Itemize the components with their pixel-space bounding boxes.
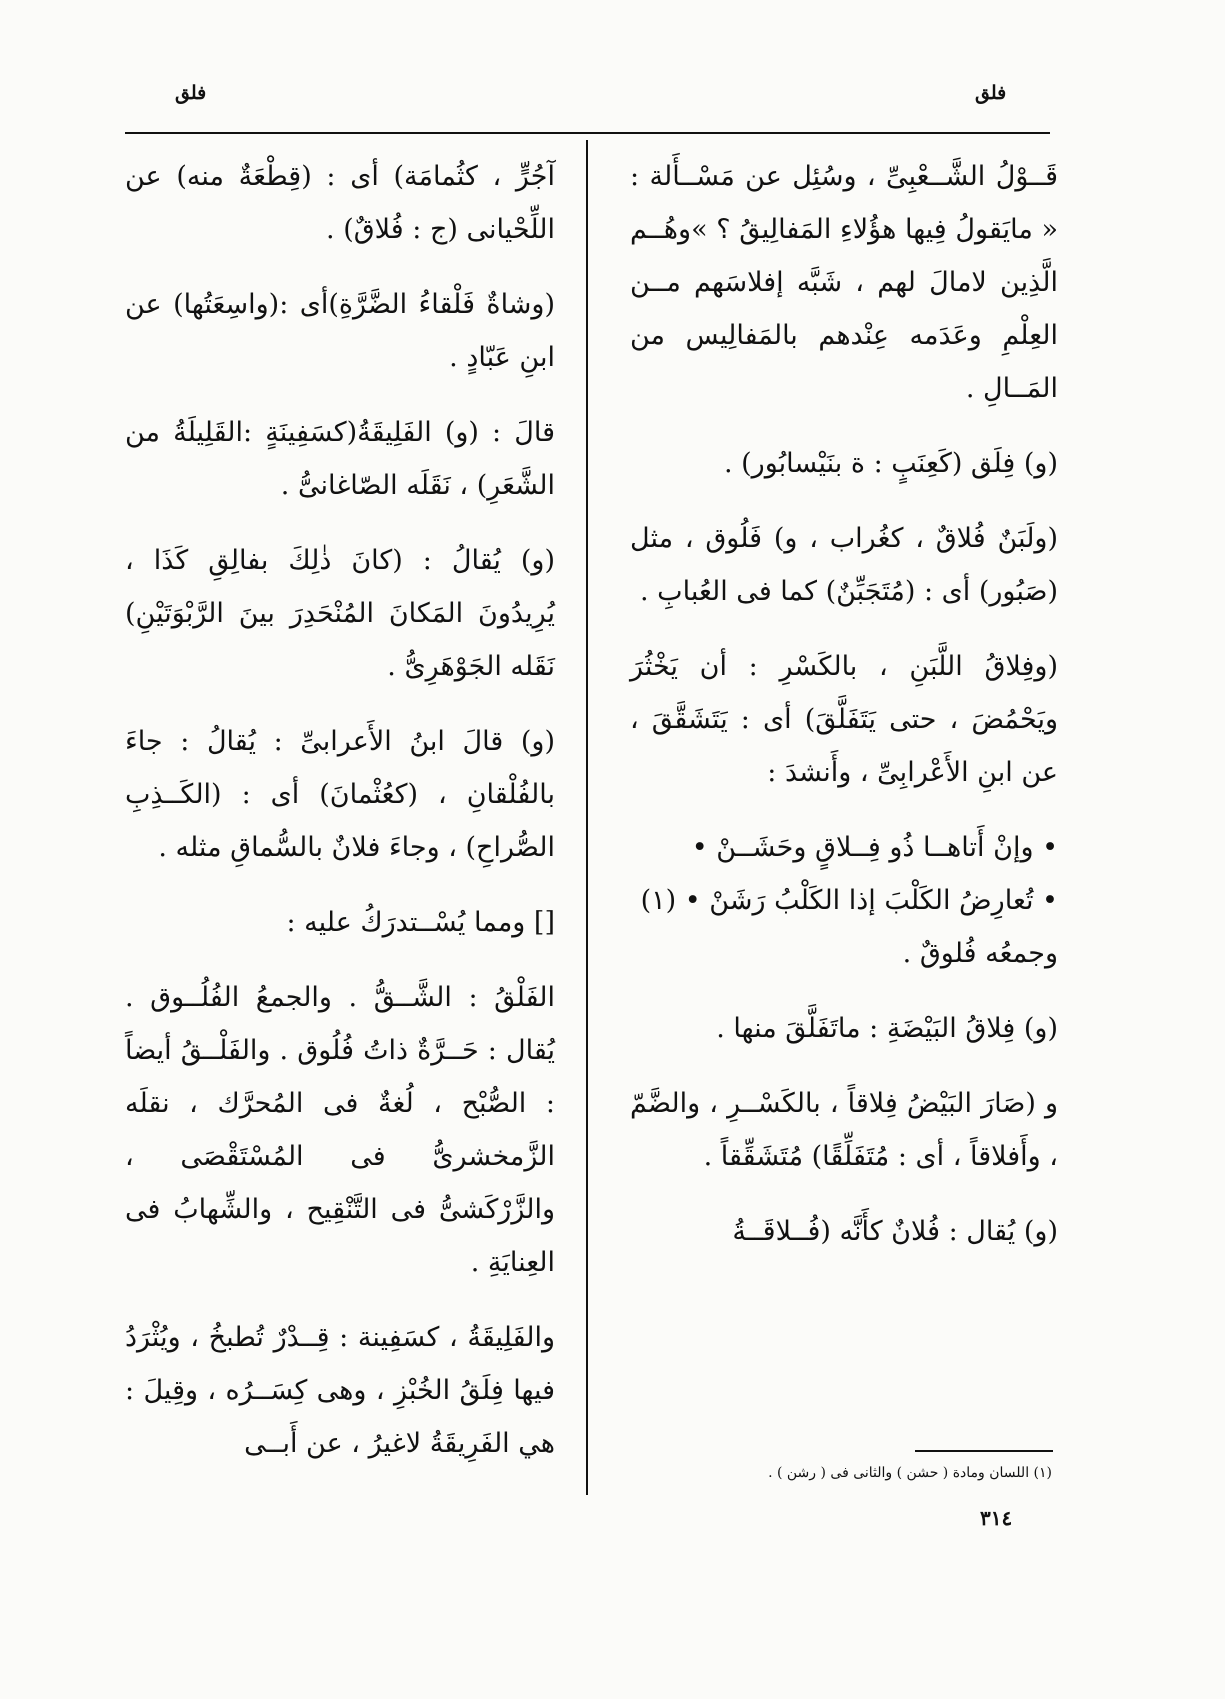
column-divider [586,140,588,1495]
running-header-left: فلق [175,82,207,104]
left-column [125,150,555,1492]
paragraph: (و) فِلاقُ البَيْضَةِ : ماتَفَلَّقَ منها . [716,1013,1058,1044]
paragraph: قالَ : (و) الفَلِيقَةُ(كسَفِينَةٍ :القَلِيلَةُ من الشَّعَرِ) ، نَقَلَه الصّاغانىُّ . [125,417,555,501]
right-column [630,150,1058,1280]
paragraph: و (صَارَ البَيْضُ فِلاقاً ، بالكَسْــرِ ، والضَّمّ ، وأَفلاقاً ، أى : مُتَفَلِّقًا) مُتَشَقِّقاً . [630,1088,1058,1172]
paragraph: الفَلْقُ : الشَّــقُّ . والجمعُ الفُلُــوق . يُقال : حَــرَّةٌ ذاتُ فُلُوق . والفَلْــقُ أيضاً : الصُّبْح ، لُغةٌ فى المُحرَّك ، نقلَه الزَّمخشرىُّ فى المُسْتَقْصَى ، والزَّرْكَشىُّ فى التَّنْقِيح ، والشِّهابُ فى العِنايَةِ . [125,982,555,1278]
footnote-rule [915,1450,1053,1452]
paragraph: (و) يُقالُ : (كانَ ذٰلِكَ بفالِقِ كَذَا ، يُرِيدُونَ المَكانَ المُنْحَدِرَ بينَ الرَّبْوَتَيْنِ) نَقَله الجَوْهَرِىُّ . [125,545,555,682]
section-heading: [] ومما يُسْــتدرَكُ عليه : [286,907,555,938]
paragraph: (و) قالَ ابنُ الأَعرابىِّ : يُقالُ : جاءَ بالفُلْقانِ ، (كعُثْمانَ) أى : (الكَــذِبِ الصُّراحِ) ، وجاءَ فلانٌ بالسُّماقِ مثله . [125,726,555,863]
paragraph: (وفِلاقُ اللَّبَنِ ، بالكَسْرِ : أن يَخْثُرَ ويَحْمُضَ ، حتى يَتَفَلَّقَ) أى : يَتَشَقَّقَ ، عن ابنِ الأَعْرابِىِّ ، وأَنشدَ : [630,651,1058,788]
paragraph: قَــوْلُ الشَّــعْبِىِّ ، وسُئِل عن مَسْــأَلة : « مايَقولُ فِيها هؤُلاءِ المَفالِيقُ ؟ »وهُــم الَّذِين لامالَ لهم ، شَبَّه إفلاسَهم مــن العِلْمِ وعَدَمه عِنْدهم بالمَفالِيس من المَــالِ . [630,161,1058,404]
paragraph: (و) يُقال : فُلانٌ كأَنَّه (فُــلاقَــةُ [732,1216,1058,1247]
verse-line: • وإنْ أَتاهــا ذُو فِــلاقٍ وحَشَــنْ • [691,832,1058,863]
paragraph: (ولَبَنٌ فُلاقٌ ، كغُراب ، و) فَلُوق ، مثل (صَبُور) أى : (مُتَجَبِّنٌ) كما فى العُبابِ . [630,523,1058,607]
paragraph: (و) فِلَق (كَعِنَبٍ : ة بنَيْسابُور) . [723,448,1058,479]
paragraph: وجمعُه فُلوقٌ . [902,938,1058,969]
verse-line: • تُعارِضُ الكَلْبَ إذا الكَلْبُ رَشَنْ • (١) [640,885,1058,916]
page-number: ٣١٤ [980,1506,1013,1530]
paragraph: آجُرٍّ ، كثُمامَة) أى : (قِطْعَةٌ منه) عن اللِّحْيانى (ج : فُلاقٌ) . [125,161,555,245]
header-rule [125,132,1050,134]
footnote: (١) اللسان ومادة ( حشن ) والثانى فى ( رشن ) . [768,1465,1052,1481]
paragraph: (وشاةٌ فَلْقاءُ الضَّرَّةِ)أى :(واسِعَتُها) عن ابنِ عَبّادٍ . [125,289,555,373]
running-header-right: فلق [975,82,1007,104]
paragraph: والفَلِيقَةُ ، كسَفِينة : قِــدْرٌ تُطبخُ ، ويُثْرَدُ فيها فِلَقُ الخُبْزِ ، وهى كِسَــرُه ، وقِيلَ : هي الفَرِيقَةُ لاغيرُ ، عن أَبــى [125,1322,555,1459]
